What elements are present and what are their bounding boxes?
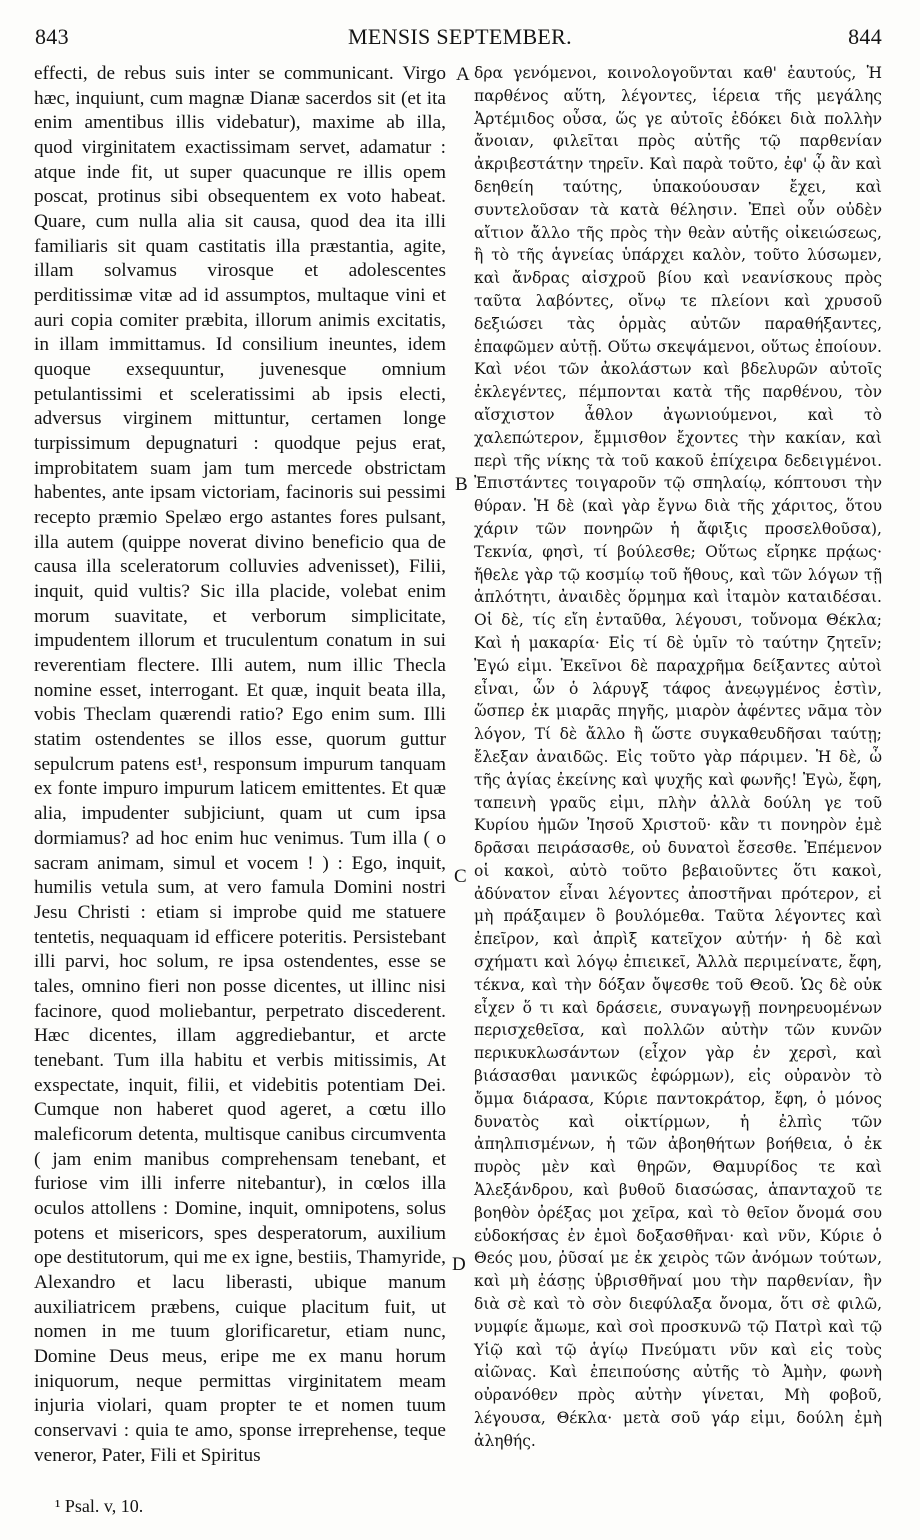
greek-text: δρα γενόμενοι, κοινολογοῦνται καθ' ἑαυτούς, Ἡ παρθένος αὕτη, λέγοντες, ἱέρεια τῆς μεγάλης Ἀρτέμιδος οὖσα, ὥς γε αὐτοῖς ἐδόκει διὰ πολλὴν ἄνοιαν, φιλεῖται πρὸς αὐτῆς τῷ παρθενίαν ἀκριβεστάτην τηρεῖν. Καὶ παρὰ τοῦτο, ἐφ' ᾧ ἂν καὶ δεηθείη ταύτης, ὑπακούουσαν ἔχει, καὶ συντελοῦσαν τὰ κατὰ θέλησιν. Ἐπεὶ οὖν οὐδὲν αἴτιον ἄλλο τῆς πρὸς τὴν θεὰν αὐτῆς οἰκειώσεως, ἢ τὸ τῆς ἁγνείας ὑπάρχει καλὸν, τοῦτο λύσωμεν, καὶ ἄνδρας αἰσχροῦ βίου καὶ νεανίσκους πρὸς ταῦτα λαβόντες, οἴνῳ τε πλείονι καὶ χρυσοῦ δεξιώσει τὰς ὁρμὰς αὐτῶν παραθήξαντες, ἐπαφῶμεν αὐτῇ. Οὕτω σκεψάμενοι, οὕτως ἐποίουν. Καὶ νέοι τῶν ἀκολάστων καὶ βδελυρῶν αὐτοῖς ἐκλεγέντες, πέμπονται κατὰ τῆς παρθένου, τὸν αἴσχιστον ἆθλον ἀγωνιούμενοι, καὶ τὸ χαλεπώτερον, ἔμμισθον ἔχοντες τὴν κακίαν, καὶ περὶ τῆς νίκης τὰ τοῦ κακοῦ ἐπίχειρα δεδειγμένοι. Ἐπιστάντες τοιγαροῦν τῷ σπηλαίῳ, κόπτουσι τὴν θύραν. Ἡ δὲ (καὶ γὰρ ἔγνω διὰ τῆς χάριτος, ὅτου χάριν τῶν πονηρῶν ἡ ἄφιξις προσελθοῦσα), Τεκνία, φησὶ, τί βούλεσθε; Οὕτως εἴρηκε πρᾴως· ἤθελε γὰρ τῷ κοσμίῳ τοῦ ἤθους, καὶ τῶν λόγων τῇ ἁπλότητι, ἀναιδὲς ὅρμημα καὶ ἰταμὸν καταιδέσαι. Οἱ δὲ, τίς εἴη ἐνταῦθα, λέγουσι, τοὔνομα Θέκλα; Καὶ ἡ μακαρία· Εἰς τί δὲ ὑμῖν τὸ ταύτην ζητεῖν; Ἐγώ εἰμι. Ἐκεῖνοι δὲ παραχρῆμα δείξαντες αὐτοὶ εἶναι, ὧν ὁ λάρυγξ τάφος ἀνεῳγμένος ἐστὶν, ὥσπερ ἐκ μιαρᾶς πηγῆς, μιαρὸν ἀφέντες νᾶμα τὸν λόγον, Τί δὲ ἄλλο ἢ ὥστε συγκαθευδῆσαι ταύτῃ; ἔλεξαν ἀναιδῶς. Εἰς τοῦτο γὰρ πάριμεν. Ἡ δὲ, ὦ τῆς ἁγίας ἐκείνης καὶ ψυχῆς καὶ φωνῆς! Ἐγὼ, ἔφη, ταπεινὴ γραῦς εἰμι, πλὴν ἀλλὰ δούλη γε τοῦ Κυρίου ἡμῶν Ἰησοῦ Χριστοῦ· κἂν τι πονηρὸν ἐμὲ δρᾶσαι πειράσασθε, οὐ δυνατοὶ ἔσεσθε. Ἐπέμενον οἱ κακοὶ, αὐτὸ τοῦτο βεβαιοῦντες ὅτι κακοὶ, ἀδύνατον εἶναι λέγοντες ἀποστῆναι πρότερον, εἰ μὴ πράξαιμεν ὃ βουλόμεθα. Ταῦτα λέγοντες καὶ ἐπεῖρον, καὶ ἀπρὶξ κατεῖχον αὐτήν· ἡ δὲ καὶ σχήματι καὶ λόγῳ ἐπιεικεῖ, Ἀλλὰ περιμείνατε, ἔφη, τέκνα, καὶ τὴν δόξαν ὄψεσθε τοῦ Θεοῦ. Ὡς δὲ οὐκ εἶχεν ὅ τι καὶ δράσειε, συναγωγῇ πονηρευομένων περισχεθεῖσα, καὶ πολλῶν αὐτὴν τῶν κυνῶν περικυκλωσάντων (εἶχον γὰρ ἐν χερσὶ, καὶ βιάσασθαι μανικῶς ἐφώρμων), εἰς οὐρανὸν τὸ ὄμμα διάρασα, Κύριε παντοκράτορ, ἔφη, ὁ μόνος δυνατὸς καὶ οἰκτίρμων, ἡ ἐλπὶς τῶν ἀπηλπισμένων, ἡ τῶν ἀβοηθήτων βοήθεια, ὁ ἐκ πυρὸς μὲν καὶ θηρῶν, Θαμυρίδος τε καὶ Ἀλεξάνδρου, καὶ βυθοῦ διασώσας, ἁπανταχοῦ τε βοηθὸν ὀρέξας μοι χεῖρα, καὶ τὸ θεῖον ὄνομά σου εὐδοκήσας ἐν ἐμοὶ δοξασθῆναι· καὶ νῦν, Κύριε ὁ Θεός μου, ῥῦσαί με ἐκ χειρὸς τῶν ἀνόμων τούτων, καὶ μὴ ἐάσῃς ὑβρισθῆναί μου τὴν παρθενίαν, ἣν διὰ σὲ καὶ τὸ σὸν διεφύλαξα ὄνομα, ὅτι σὲ φιλῶ, νυμφίε ἄμωμε, καὶ σοὶ προσκυνῶ τῷ Πατρὶ καὶ τῷ Υἱῷ καὶ τῷ ἁγίῳ Πνεύματι νῦν καὶ εἰς τοὺς αἰῶνας. Καὶ ἐπειπούσης αὐτῆς τὸ Ἀμὴν, φωνὴ οὐρανόθεν πρὸς αὐτὴν γίνεται, Μὴ φοβοῦ, λέγουσα, Θέκλα· μετὰ σοῦ γάρ εἰμι, δούλη ἐμὴ ἀληθής. xyxy=(474,64,882,1450)
latin-text: effecti, de rebus suis inter se communicant. Virgo hæc, inquiunt, cum magnæ Dianæ sacerdos sit (et ita enim amentibus illis videbatur), maxime ab illa, quod virginitatem exactissimam servet, adamatur : atque inde fit, ut super quacunque re illis opem poscat, protinus sibi obsequentem ex voto habeat. Quare, cum nulla alia sit causa, quod dea ita illi familiaris sit quam castitatis illa præstantia, agite, illam solvamus virosque et adolescentes perditissimæ vitæ ad id assumptos, multaque vini et auri copia comiter præbita, illorum animis excitatis, in illam immittamus. Id consilium ineuntes, idem quoque exsequuntur, juvenesque omnium petulantissimi et sceleratissimi ab ipsis electi, adversus virginem mittuntur, certamen longe turpissimum depugnaturi : quodque pejus erat, improbitatem suam jam tum mercede obstrictam habentes, ante ipsam victoriam, facinoris sui pessimi recepto præmio Spelæo ergo astantes fores pulsant, illa autem (quippe noverat divino beneficio qua de causa illa sceleratorum colluvies advenisset), Filii, inquit, quid vultis? Sic illa placide, volebat enim morum suavitate, et verborum simplicitate, impudentem illorum et truculentum conatum in sui reverentiam flectere. Illi autem, num illic Thecla nomine esset, interrogant. Et quæ, inquit beata illa, vobis Theclam quærendi ratio? Ego enim sum. Illi statim ostendentes se illos esse, quorum guttur sepulcrum patens est¹, responsum impurum tanquam ex fonte impuro impurum laticem emittentes. Et quæ alia, impudenter subjiciunt, quam ut cum ipsa dormiamus? ad hoc enim huc venimus. Tum illa ( o sacram animam, simul et vocem ! ) : Ego, inquit, humilis vetula sum, at vero famula Domini nostri Jesu Christi : etiam si improbe quid me statuere tentetis, nequaquam id efficere poteritis. Persistebant illi parvi, hoc solum, re ipsa ostendentes, esse se tales, omnino fieri non posse dicentes, ut illinc nisi facinore, quod moliebantur, perpetrato discederent. Hæc dicentes, illam aggrediebantur, et arcte tenebant. Tum illa habitu et verbis mitissimis, At exspectate, inquit, filii, et videbitis potentiam Dei. Cumque non haberet quod ageret, a cœtu illo maleficorum detenta, multisque canibus circumventa ( jam enim manibus comprehensam tenebant, et furiose vim illi inferre nitebantur), in cœlos illa oculos attollens : Domine, inquit, omnipotens, solus potens et misericors, spes desperatorum, auxilium ope destitutorum, qui me ex igne, bestiis, Thamyride, Alexandro et lacu liberasti, ubique manum auxiliatricem præbens, cuique placitum fuit, ut nomen in me tuum glorificaretur, etiam nunc, Domine Deus meus, eripe me ex manu horum iniquorum, neque permittas virginitatem meam injuria violari, quam propter te et nomen tuum conservavi : quia te amo, sponse irreprehense, teque veneror, Pater, Fili et Spiritus xyxy=(34,63,446,1466)
greek-column xyxy=(474,62,882,1453)
margin-marker-b: B xyxy=(455,474,468,495)
running-title: MENSIS SEPTEMBER. xyxy=(348,24,572,49)
page-header xyxy=(0,24,920,54)
footnote: ¹ Psal. v, 10. xyxy=(55,1496,144,1516)
column-number-right: 844 xyxy=(848,24,882,49)
margin-marker-d: D xyxy=(452,1254,466,1275)
column-number-left: 843 xyxy=(35,24,69,49)
margin-marker-c: C xyxy=(454,866,467,887)
margin-marker-a: A xyxy=(456,64,470,85)
latin-column xyxy=(34,62,446,1468)
